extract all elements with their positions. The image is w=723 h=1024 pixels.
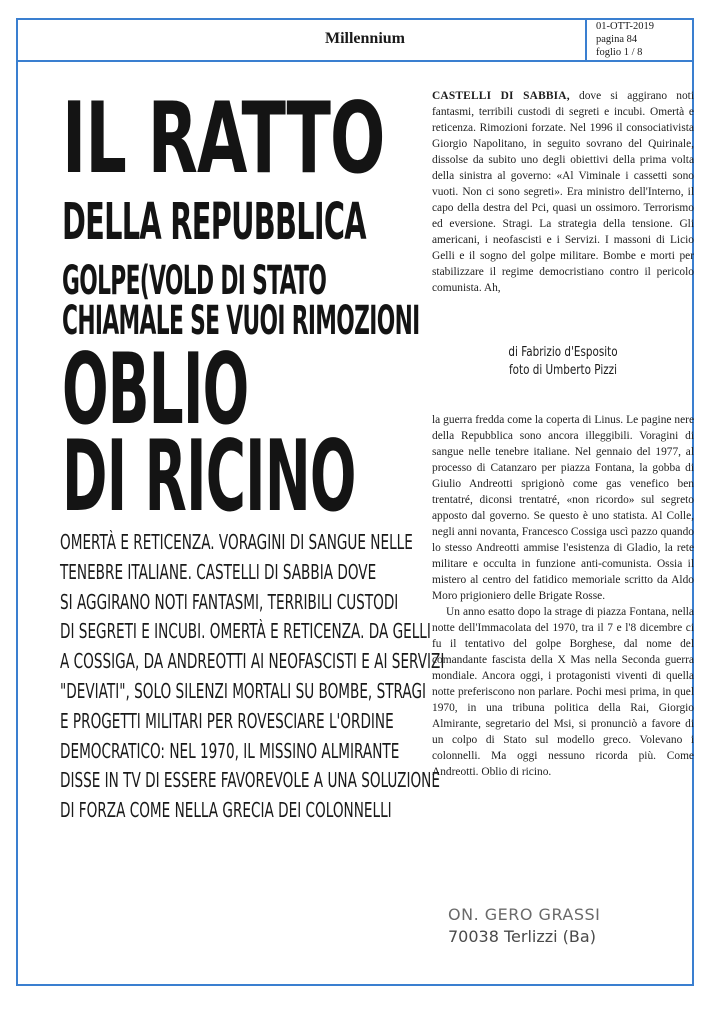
headline-line-2: DELLA REPUBBLICA <box>62 193 366 252</box>
deck-line: OMERTÀ E RETICENZA. VORAGINI DI SANGUE NELLE <box>60 530 413 554</box>
clipping-meta <box>585 18 694 62</box>
article-paragraph: Un anno esatto dopo la strage di piazza Fontana, nella notte dell'Immacolata del 1970, tra il 7 e l'8 dicembre ci fu il tentativo del golpe Borghese, dal nome del comandante fascista della X Mas nella Seconda guerra mondiale. Ancora oggi, i protagonisti viventi di quella notte preferiscono non parlare. Pochi mesi prima, in quel 1970, in una tribuna politica della Rai, Giorgio Almirante, segretario del Msi, si pronunciò a favore di un colpo di Stato sul modello greco. Volevano i colonnelli. Ma oggi nessuno ricorda più. Come Andreotti. Oblio di ricino. <box>432 606 694 778</box>
article-lead <box>432 88 694 296</box>
headline-line-1: IL RATTO <box>62 82 385 196</box>
article-byline <box>495 344 631 380</box>
clipping-page: pagina 84 <box>596 34 638 45</box>
article-column-bottom <box>432 412 694 780</box>
headline-line-4: CHIAMALE SE VUOI RIMOZIONI <box>62 296 420 344</box>
clipping-date: 01-OTT-2019 <box>596 21 654 32</box>
byline-photo: foto di Umberto Pizzi <box>508 363 618 378</box>
deck-line: A COSSIGA, DA ANDREOTTI AI NEOFASCISTI E AI SERVIZI <box>60 649 445 674</box>
deck-line: DISSE IN TV DI ESSERE FAVOREVOLE A UNA SOLUZIONE <box>60 768 440 793</box>
stamp-name: ON. GERO GRASSI <box>448 905 601 924</box>
stamp-address: 70038 Terlizzi (Ba) <box>448 927 596 946</box>
publication-name: Millennium <box>324 30 405 47</box>
deck-line: TENEBRE ITALIANE. CASTELLI DI SABBIA DOVE <box>60 559 377 584</box>
deck-line: DI FORZA COME NELLA GRECIA DEI COLONNELLI <box>60 798 392 823</box>
article-paragraph: la guerra fredda come la coperta di Linus. Le pagine nere della Repubblica sono ancora illeggibili. Voragini di sangue nelle tenebre italiane. Nel gennaio del 1977, al processo di Catanzaro per piazza Fontana, la gobba di Giulio Andreotti sprigionò come gas venefico ben trentatré, diconsi trentatré, «non ricordo» sul segreto apposto dal governo. Se questo è uno statista. Al Colle, negli anni novanta, Francesco Cossiga uscì pazzo quando lo stesso Andreotti ammise l'esistenza di Gladio, la rete militare e occulta in funzione anti-comunista. Ossia il mistero al centro del fatidico memoriale scritto da Aldo Moro prigioniero delle Brigate Rosse. <box>432 414 694 602</box>
deck-line: E PROGETTI MILITARI PER ROVESCIARE L'ORDINE <box>60 708 394 733</box>
deck-line: DI SEGRETI E INCUBI. OMERTÀ E RETICENZA. DA GELLI <box>60 619 431 644</box>
deck-line: SI AGGIRANO NOTI FANTASMI, TERRIBILI CUSTODI <box>60 589 399 614</box>
article-column-top <box>432 88 694 296</box>
office-stamp <box>448 904 648 948</box>
byline-author: di Fabrizio d'Esposito <box>508 345 618 360</box>
article-dateline: CASTELLI DI SABBIA, <box>432 90 570 102</box>
headline-line-5: OBLIO <box>62 333 249 447</box>
headline-line-3: GOLPE(VOLD DI STATO <box>62 256 327 304</box>
headline-line-6: DI RICINO <box>62 420 356 534</box>
deck-line: "DEVIATI", SOLO SILENZI MORTALI SU BOMBE, STRAGI <box>60 678 427 703</box>
clipping-sheet: foglio 1 / 8 <box>596 47 643 58</box>
deck-line: DEMOCRATICO: NEL 1970, IL MISSINO ALMIRANTE <box>60 738 400 763</box>
article-deck <box>60 528 445 826</box>
article-lead-text: dove si aggirano noti fantasmi, terribili custodi di segreti e incubi. Omertà e reticenza. Rimozioni forzate. Nel 1996 il consociativista Giorgio Napolitano, in seguito sovrano del Quirinale, dissolse da subito uno degli obiettivi della prima volta della sinistra al governo: «Al Viminale i cassetti sono vuoti. Non ci sono segreti». Era ministro dell'Interno, il capo della destra del Pci, quasi un ossimoro. Terrorismo ed eversione. Stragi. La strategia della tensione. Gli americani, i neofascisti e i Servizi. I massoni di Licio Gelli e il sogno del golpe militare. Bombe e morti per stabilizzare il regime democristiano contro il pericolo comunista. Ah, <box>432 90 694 294</box>
